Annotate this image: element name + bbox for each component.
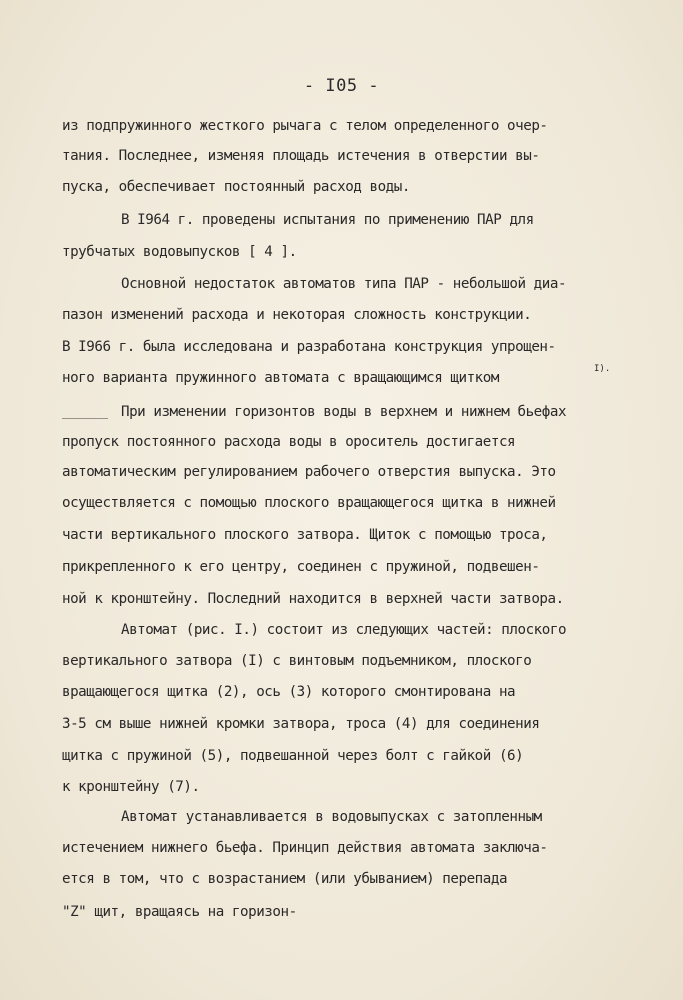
text-line: автоматическим регулированием рабочего отверстия выпуска. Это — [62, 464, 556, 480]
text-line: вращающегося щитка (2), ось (3) которого смонтирована на — [62, 684, 516, 700]
text-line: В I964 г. проведены испытания по применению ПАР для — [121, 212, 534, 228]
text-line: истечением нижнего бьефа. Принцип действия автомата заключа- — [62, 840, 548, 856]
text-line: ного варианта пружинного автомата с вращающимся щитком — [62, 370, 499, 386]
text-line: Основной недостаток автоматов типа ПАР - небольшой диа- — [121, 276, 567, 292]
text-line: пазон изменений расхода и некоторая сложность конструкции. — [62, 307, 532, 323]
text-line: В I966 г. была исследована и разработана конструкция упрощен- — [62, 339, 556, 355]
footnote-mark: I). — [594, 364, 611, 374]
text-line: 3-5 см выше нижней кромки затвора, троса (4) для соединения — [62, 716, 540, 732]
text-line: пуска, обеспечивает постоянный расход воды. — [62, 179, 410, 195]
text-line: Автомат устанавливается в водовыпусках с затопленным — [121, 809, 542, 825]
text-line: пропуск постоянного расхода воды в ороситель достигается — [62, 434, 516, 450]
margin-mark — [62, 418, 108, 419]
text-line: ной к кронштейну. Последний находится в верхней части затвора. — [62, 591, 564, 607]
text-line: Автомат (рис. I.) состоит из следующих частей: плоского — [121, 622, 567, 638]
text-line: щитка с пружиной (5), подвешанной через болт с гайкой (6) — [62, 748, 524, 764]
text-line: трубчатых водовыпусков [ 4 ]. — [62, 244, 297, 260]
text-line: ется в том, что с возрастанием (или убыванием) перепада — [62, 871, 508, 887]
page-number: - I05 - — [303, 76, 380, 96]
text-line: "Z" щит, вращаясь на горизон- — [62, 904, 297, 920]
text-line: вертикального затвора (I) с винтовым подъемником, плоского — [62, 653, 532, 669]
text-line: из подпружинного жесткого рычага с телом определенного очер- — [62, 118, 548, 134]
text-line: части вертикального плоского затвора. Щиток с помощью троса, — [62, 527, 548, 543]
text-line: осуществляется с помощью плоского вращающегося щитка в нижней — [62, 495, 556, 511]
text-line: прикрепленного к его центру, соединен с пружиной, подвешен- — [62, 559, 540, 575]
text-line: тания. Последнее, изменяя площадь истечения в отверстии вы- — [62, 148, 540, 164]
text-line: к кронштейну (7). — [62, 779, 200, 795]
text-line: При изменении горизонтов воды в верхнем и нижнем бьефах — [121, 404, 567, 420]
